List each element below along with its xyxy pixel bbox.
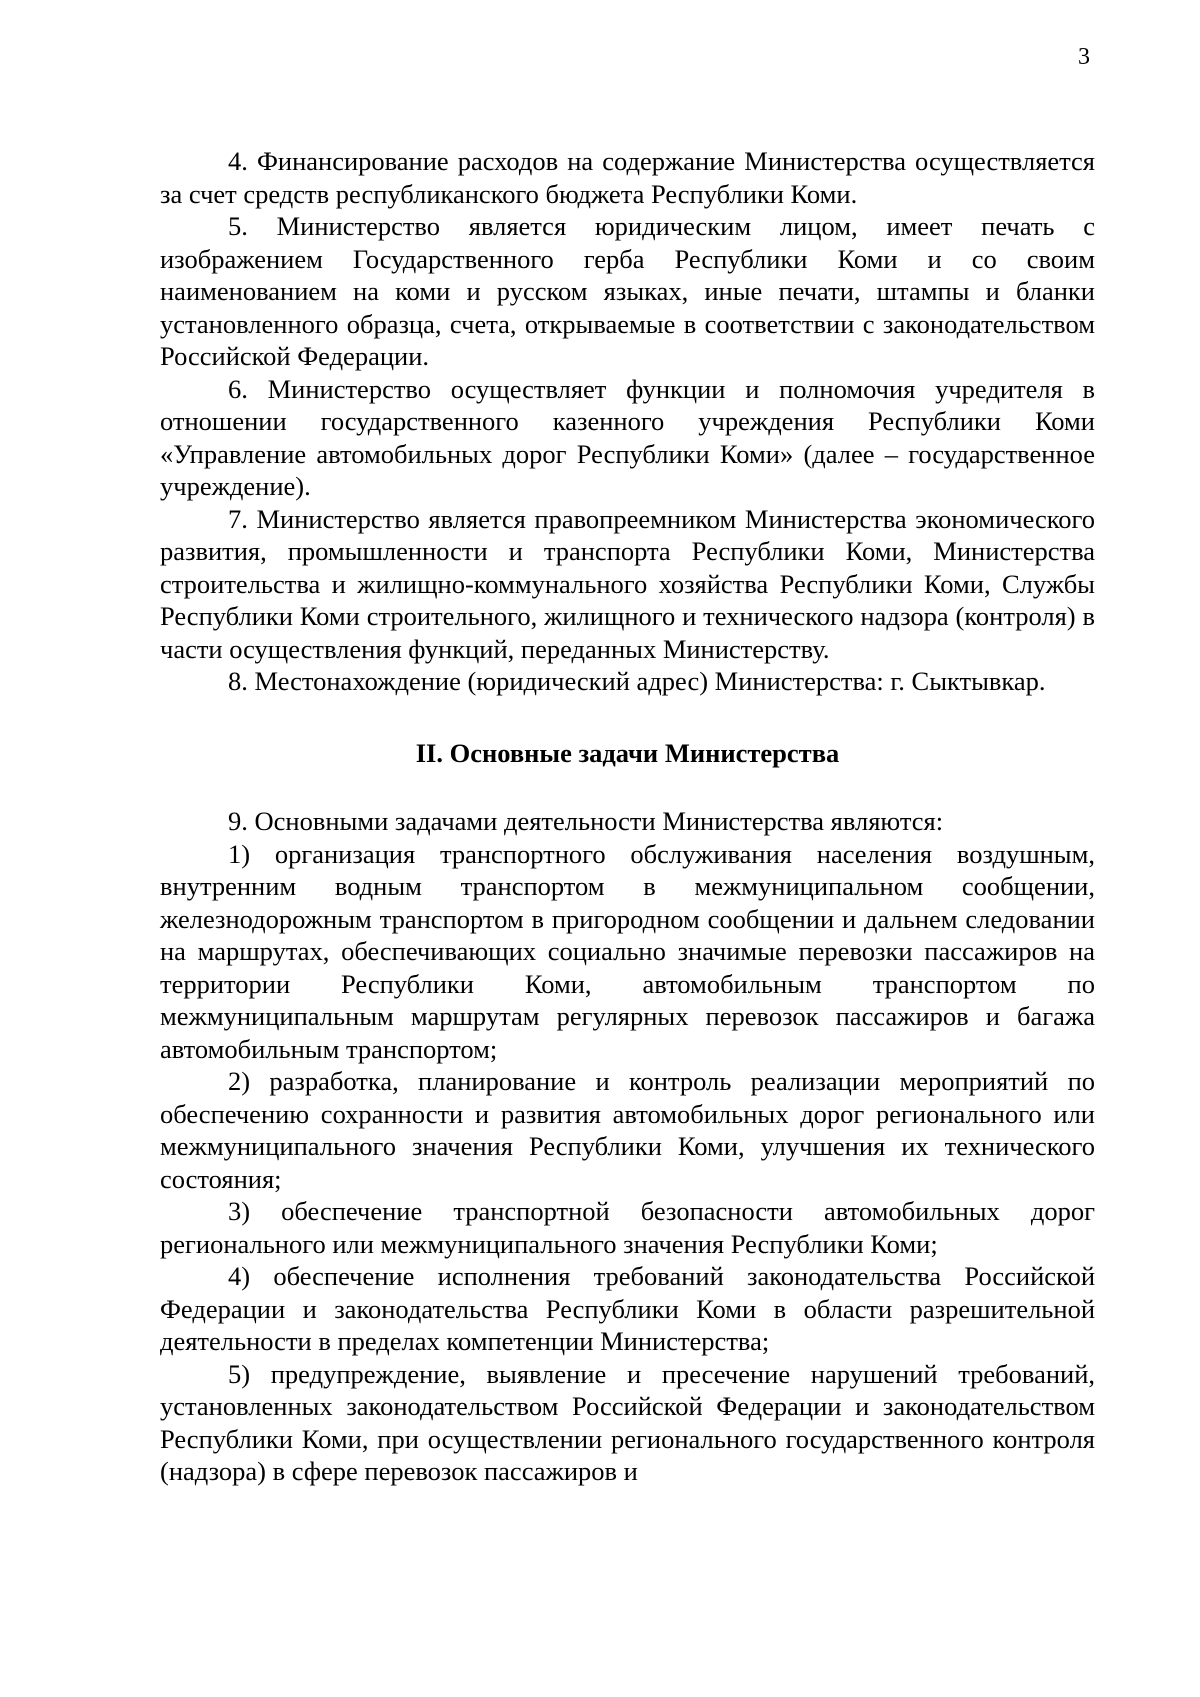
list-item-2: 2) разработка, планирование и контроль реализации мероприятий по обеспечению сохранности и развития автомобильных дорог регионального или межмуниципального значения Республики Коми, улучшения их технического состояния; [160, 1066, 1095, 1194]
page-number: 3 [1078, 44, 1090, 70]
paragraph-5: 5. Министерство является юридическим лицом, имеет печать с изображением Государственного герба Республики Коми и со своим наименованием на коми и русском языках, иные печати, штампы и бланки установленного образца, счета, открываемые в соответствии с законодательством Российской Федерации. [160, 211, 1095, 371]
paragraph-8: 8. Местонахождение (юридический адрес) Министерства: г. Сыктывкар. [228, 666, 1046, 696]
list-item-3: 3) обеспечение транспортной безопасности автомобильных дорог регионального или межмуниципального значения Республики Коми; [160, 1196, 1095, 1259]
paragraph-6: 6. Министерство осуществляет функции и полномочия учредителя в отношении государственного казенного учреждения Республики Коми «Управление автомобильных дорог Республики Коми» (далее – государственное учреждение). [160, 373, 1095, 501]
paragraph-9: 9. Основными задачами деятельности Министерства являются: [228, 806, 944, 836]
paragraph-7: 7. Министерство является правопреемником Министерства экономического развития, промышленности и транспорта Республики Коми, Министерства строительства и жилищно-коммунального хозяйства Республики Коми, Службы Республики Коми строительного, жилищного и технического надзора (контроля) в части осуществления функций, переданных Министерству. [160, 503, 1095, 664]
paragraph-4: 4. Финансирование расходов на содержание Министерства осуществляется за счет средств республиканского бюджета Республики Коми. [160, 146, 1095, 209]
section-heading: II. Основные задачи Министерства [415, 737, 840, 768]
list-item-4: 4) обеспечение исполнения требований законодательства Российской Федерации и законодательства Республики Коми в области разрешительной деятельности в пределах компетенции Министерства; [160, 1261, 1095, 1356]
document-body [160, 145, 1095, 1488]
list-item-1: 1) организация транспортного обслуживания населения воздушным, внутренним водным транспортом в межмуниципальном сообщении, железнодорожным транспортом в пригородном сообщении и дальнем следовании на маршрутах, обеспечивающих социально значимые перевозки пассажиров на территории Республики Коми, автомобильным транспортом по межмуниципальным маршрутам регулярных перевозок пассажиров и багажа автомобильным транспортом; [160, 838, 1095, 1064]
list-item-5: 5) предупреждение, выявление и пресечение нарушений требований, установленных законодательством Российской Федерации и законодательством Республики Коми, при осуществлении регионального государственного контроля (надзора) в сфере перевозок пассажиров и [160, 1358, 1095, 1486]
